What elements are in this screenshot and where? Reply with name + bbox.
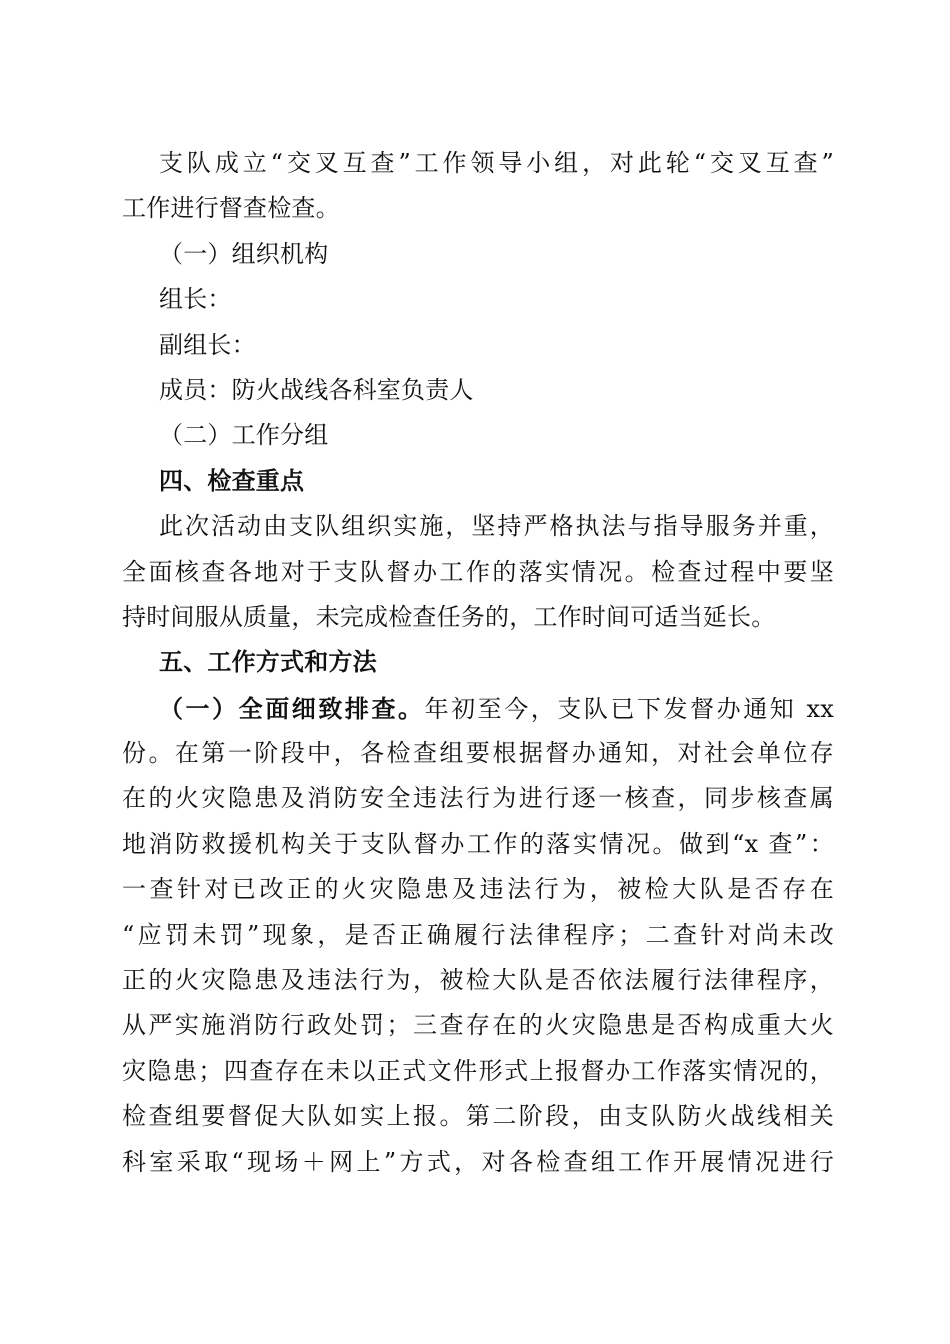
- deputy-leader-line: 副组长：: [159, 330, 256, 359]
- paragraph-line: 工作进行督查检查。: [122, 194, 340, 223]
- section-heading-methods: 五、工作方式和方法: [159, 648, 377, 677]
- section-heading-inspection-focus: 四、检查重点: [159, 466, 305, 495]
- paragraph-line: 地消防救援机构关于支队督办工作的落实情况。做到“x 查”：: [122, 829, 834, 858]
- paragraph-line: “应罚未罚”现象，是否正确履行法律程序；二查针对尚未改: [122, 920, 834, 949]
- paragraph-line: [122, 686, 834, 731]
- document-body: [122, 141, 834, 1185]
- leader-line: 组长：: [159, 285, 232, 314]
- paragraph-line: 在的火灾隐患及消防安全违法行为进行逐一核查，同步核查属: [122, 784, 834, 813]
- paragraph-line: 支队成立“交叉互查”工作领导小组，对此轮“交叉互查”: [159, 149, 834, 177]
- section-title-organization: （一）组织机构: [159, 239, 329, 268]
- paragraph-text: 年初至今，支队已下发督办通知 xx: [424, 694, 834, 723]
- paragraph-line: 全面核查各地对于支队督办工作的落实情况。检查过程中要坚: [122, 557, 834, 586]
- paragraph-line: 灾隐患；四查存在未以正式文件形式上报督办工作落实情况的，: [122, 1056, 834, 1085]
- paragraph-line: 检查组要督促大队如实上报。第二阶段，由支队防火战线相关: [122, 1102, 834, 1131]
- members-line: 成员：防火战线各科室负责人: [159, 375, 474, 404]
- paragraph-line: 科室采取“现场＋网上”方式，对各检查组工作开展情况进行: [122, 1147, 834, 1176]
- paragraph-line: 份。在第一阶段中，各检查组要根据督办通知，对社会单位存: [122, 739, 834, 768]
- subsection-lead: （一）全面细致排查。: [159, 693, 425, 723]
- paragraph-line: 从严实施消防行政处罚；三查存在的火灾隐患是否构成重大火: [122, 1011, 834, 1040]
- paragraph-line: 一查针对已改正的火灾隐患及违法行为，被检大队是否存在: [122, 875, 834, 904]
- paragraph-line: 此次活动由支队组织实施，坚持严格执法与指导服务并重，: [159, 512, 834, 541]
- paragraph-line: 持时间服从质量，未完成检查任务的，工作时间可适当延长。: [122, 602, 776, 631]
- section-title-groups: （二）工作分组: [159, 421, 329, 450]
- paragraph-line: 正的火灾隐患及违法行为，被检大队是否依法履行法律程序，: [122, 966, 834, 995]
